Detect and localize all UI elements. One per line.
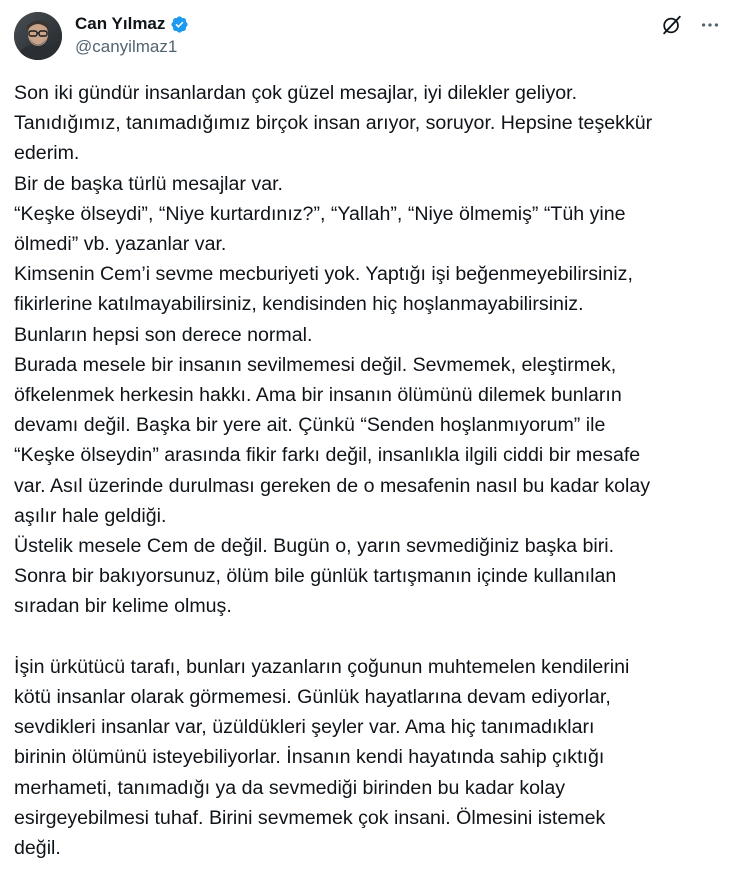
avatar-photo <box>14 12 62 60</box>
tweet-text: Son iki gündür insanlardan çok güzel mesajlar, iyi dilekler geliyor. Tanıdığımız, tanımadığımız birçok insan arıyor, soruyor. Hepsine teşekkür ederim. Bir de başka türlü mesajlar var. “Keşke ölseydi”, “Niye kurtardınız?”, “Yallah”, “Niye ölmemiş” “Tüh yine ölmedi” vb. yazanlar var. Kimsenin Cem’i sevme mecburiyeti yok. Yaptığı işi beğenmeyebilirsiniz, fikirlerine katılmayabilirsiniz, kendisinden hiç hoşlanmayabilirsiniz. Bunların hepsi son derece normal. Burada mesele bir insanın sevilmemesi değil. Sevmemek, eleştirmek, öfkelenmek herkesin hakkı. Ama bir insanın ölümünü dilemek bunların devamı değil. Başka bir yere ait. Çünkü “Senden hoşlanmıyorum” ile “Keşke ölseydin” arasında fikir farkı değil, insanlıkla ilgili ciddi bir mesafe var. Asıl üzerinde durulması gereken de o mesafenin nasıl bu kadar kolay aşılır hale geldiği. Üstelik mesele Cem de değil. Bugün o, yarın sevmediğiniz başka biri. Sonra bir bakıyorsunuz, ölüm bile günlük tartışmanın içinde kullanılan sıradan bir kelime olmuş. İşin ürkütücü tarafı, bunları yazanların çoğunun muhtemelen kendilerini kötü insanlar olarak görmemesi. Günlük hayatlarına devam ediyorlar, sevdikleri insanlar var, üzüldükleri şeyler var. Ama hiç tanımadıkları birinin ölümünü isteyebiliyorlar. İnsanın kendi hayatında sahip çıktığı merhameti, tanımadığı ya da sevmediği birinden bu kadar kolay esirgeyebilmesi tuhaf. Birini sevmemek çok insani. Ölmesini istemek değil. <box>14 82 653 860</box>
avatar[interactable] <box>14 12 62 60</box>
header-actions <box>659 14 723 40</box>
tweet-header <box>14 12 723 60</box>
user-handle[interactable]: @canyilmaz1 <box>75 37 178 56</box>
display-name[interactable]: Can Yılmaz <box>75 14 166 33</box>
grok-icon <box>661 14 683 41</box>
verified-badge-icon[interactable] <box>170 15 189 34</box>
grok-button[interactable] <box>659 14 685 40</box>
more-options-button[interactable] <box>697 14 723 40</box>
user-info <box>75 14 189 57</box>
name-row <box>75 14 189 34</box>
more-options-icon <box>699 14 721 41</box>
